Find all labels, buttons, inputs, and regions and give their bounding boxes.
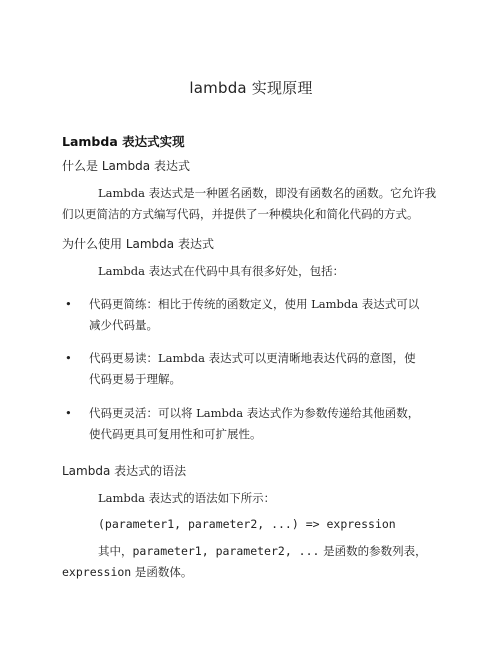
bullet-dot-icon: • <box>65 297 72 311</box>
explain-prefix: 其中， <box>98 544 133 558</box>
subheading-what-is: 什么是 Lambda 表达式 <box>62 159 190 173</box>
explain-suffix: 是函数体。 <box>131 565 193 579</box>
section-heading: Lambda 表达式实现 <box>62 134 185 149</box>
document-title: lambda 实现原理 <box>189 79 313 97</box>
code-snippet: (parameter1, parameter2, ...) => expression <box>98 517 396 531</box>
bullet-line: 代码更易于理解。 <box>89 372 181 386</box>
bullet-dot-icon: • <box>65 406 72 420</box>
bullet-item-readable <box>62 348 452 390</box>
paragraph-why-use-intro <box>62 261 452 282</box>
explain-expr-code: expression <box>62 565 132 579</box>
bullet-line: 代码更灵活：可以将 Lambda 表达式作为参数传递给其他函数， <box>89 406 420 420</box>
bullet-text <box>89 294 452 336</box>
subheading-why-use: 为什么使用 Lambda 表达式 <box>62 237 214 251</box>
bullet-text <box>89 403 452 445</box>
paragraph-why-use-intro-text: Lambda 表达式在代码中具有很多好处，包括： <box>98 264 345 278</box>
bullet-line: 减少代码量。 <box>89 318 158 332</box>
bullet-item-concise <box>62 294 452 336</box>
bullet-text <box>89 348 452 390</box>
bullet-line: 使代码更具可复用性和可扩展性。 <box>89 427 262 441</box>
bullet-line: 代码更易读：Lambda 表达式可以更清晰地表达代码的意图，使 <box>89 351 416 365</box>
paragraph-what-is-line2: 们以更简洁的方式编写代码，并提供了一种模块化和简化代码的方式。 <box>62 207 419 221</box>
explain-mid: 是函数的参数列表， <box>319 544 427 558</box>
paragraph-syntax-intro-text: Lambda 表达式的语法如下所示： <box>98 491 276 505</box>
subheading-syntax: Lambda 表达式的语法 <box>62 464 187 478</box>
paragraph-syntax-intro <box>62 488 452 509</box>
paragraph-what-is-line1: Lambda 表达式是一种匿名函数，即没有函数名的函数。它允许我 <box>98 186 437 200</box>
explain-params-code: parameter1, parameter2, ... <box>132 544 320 558</box>
paragraph-syntax-explain <box>62 541 452 583</box>
paragraph-what-is <box>62 183 452 225</box>
bullet-line: 代码更简练：相比于传统的函数定义，使用 Lambda 表达式可以 <box>89 297 420 311</box>
bullet-dot-icon: • <box>65 351 72 365</box>
bullet-item-flexible <box>62 403 452 445</box>
